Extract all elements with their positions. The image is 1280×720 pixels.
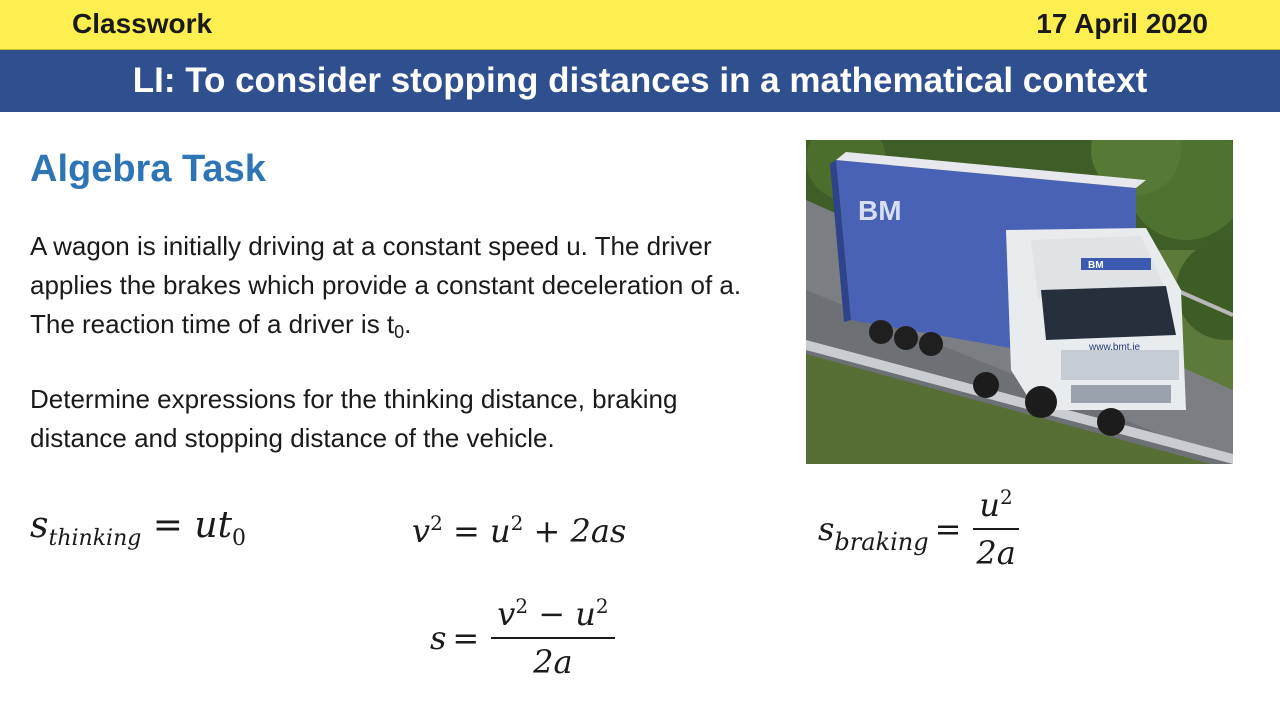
braking-numerator	[973, 486, 1018, 530]
rearranged-displacement-equation	[430, 595, 615, 681]
top-bar	[0, 0, 1280, 50]
s-num-minus: −	[528, 595, 576, 633]
braking-num-u: u	[979, 486, 1001, 524]
s-numerator	[491, 595, 614, 639]
thinking-distance-equation	[30, 505, 247, 551]
suvat-equation	[412, 512, 626, 550]
s-num-v-exponent: 2	[515, 594, 529, 618]
braking-fraction	[973, 486, 1018, 572]
braking-denominator: 2a	[976, 534, 1016, 572]
task-title: Algebra Task	[30, 148, 266, 190]
suvat-plus-term: + 2as	[523, 512, 627, 550]
date-label: 17 April 2020	[1036, 8, 1208, 39]
suvat-equals: =	[442, 512, 490, 550]
thinking-equals: =	[141, 505, 195, 546]
task-paragraph-1	[30, 227, 770, 344]
paragraph-1-end: .	[404, 309, 412, 339]
learning-intention-banner: LI: To consider stopping distances in a mathematical context	[0, 50, 1280, 112]
braking-lhs	[818, 510, 929, 556]
braking-num-exponent: 2	[1000, 485, 1013, 509]
s-lhs: s	[430, 619, 447, 657]
braking-lhs-subscript: braking	[834, 528, 929, 556]
trailer-logo: BM	[858, 195, 902, 226]
thinking-lhs: s	[30, 505, 49, 546]
suvat-v: v	[412, 512, 431, 550]
thinking-rhs: ut	[194, 505, 233, 546]
classwork-label: Classwork	[72, 8, 213, 39]
thinking-rhs-subscript: 0	[232, 526, 247, 551]
thinking-lhs-subscript: thinking	[48, 526, 142, 551]
s-num-v: v	[497, 595, 516, 633]
s-num-u: u	[575, 595, 596, 633]
suvat-u: u	[489, 512, 511, 550]
truck-photo	[806, 140, 1233, 464]
task-paragraph-2: Determine expressions for the thinking distance, braking distance and stopping distance of the vehicle.	[30, 384, 678, 453]
braking-s: s	[818, 510, 835, 548]
braking-distance-equation	[818, 486, 1019, 572]
suvat-v-exponent: 2	[430, 511, 443, 535]
cab-website: www.bmt.ie	[1089, 342, 1141, 353]
s-denominator: 2a	[533, 643, 573, 681]
paragraph-1-subscript: 0	[394, 322, 405, 342]
s-num-u-exponent: 2	[595, 594, 609, 618]
suvat-u-exponent: 2	[510, 511, 524, 535]
cab-logo: BM	[1088, 260, 1104, 271]
s-equals: =	[452, 619, 480, 657]
s-fraction	[491, 595, 614, 681]
paragraph-1-text: A wagon is initially driving at a constant speed u. The driver applies the brakes which provide a constant deceleration of a. The reaction time of a driver is t	[30, 231, 742, 339]
braking-equals: =	[934, 510, 962, 548]
